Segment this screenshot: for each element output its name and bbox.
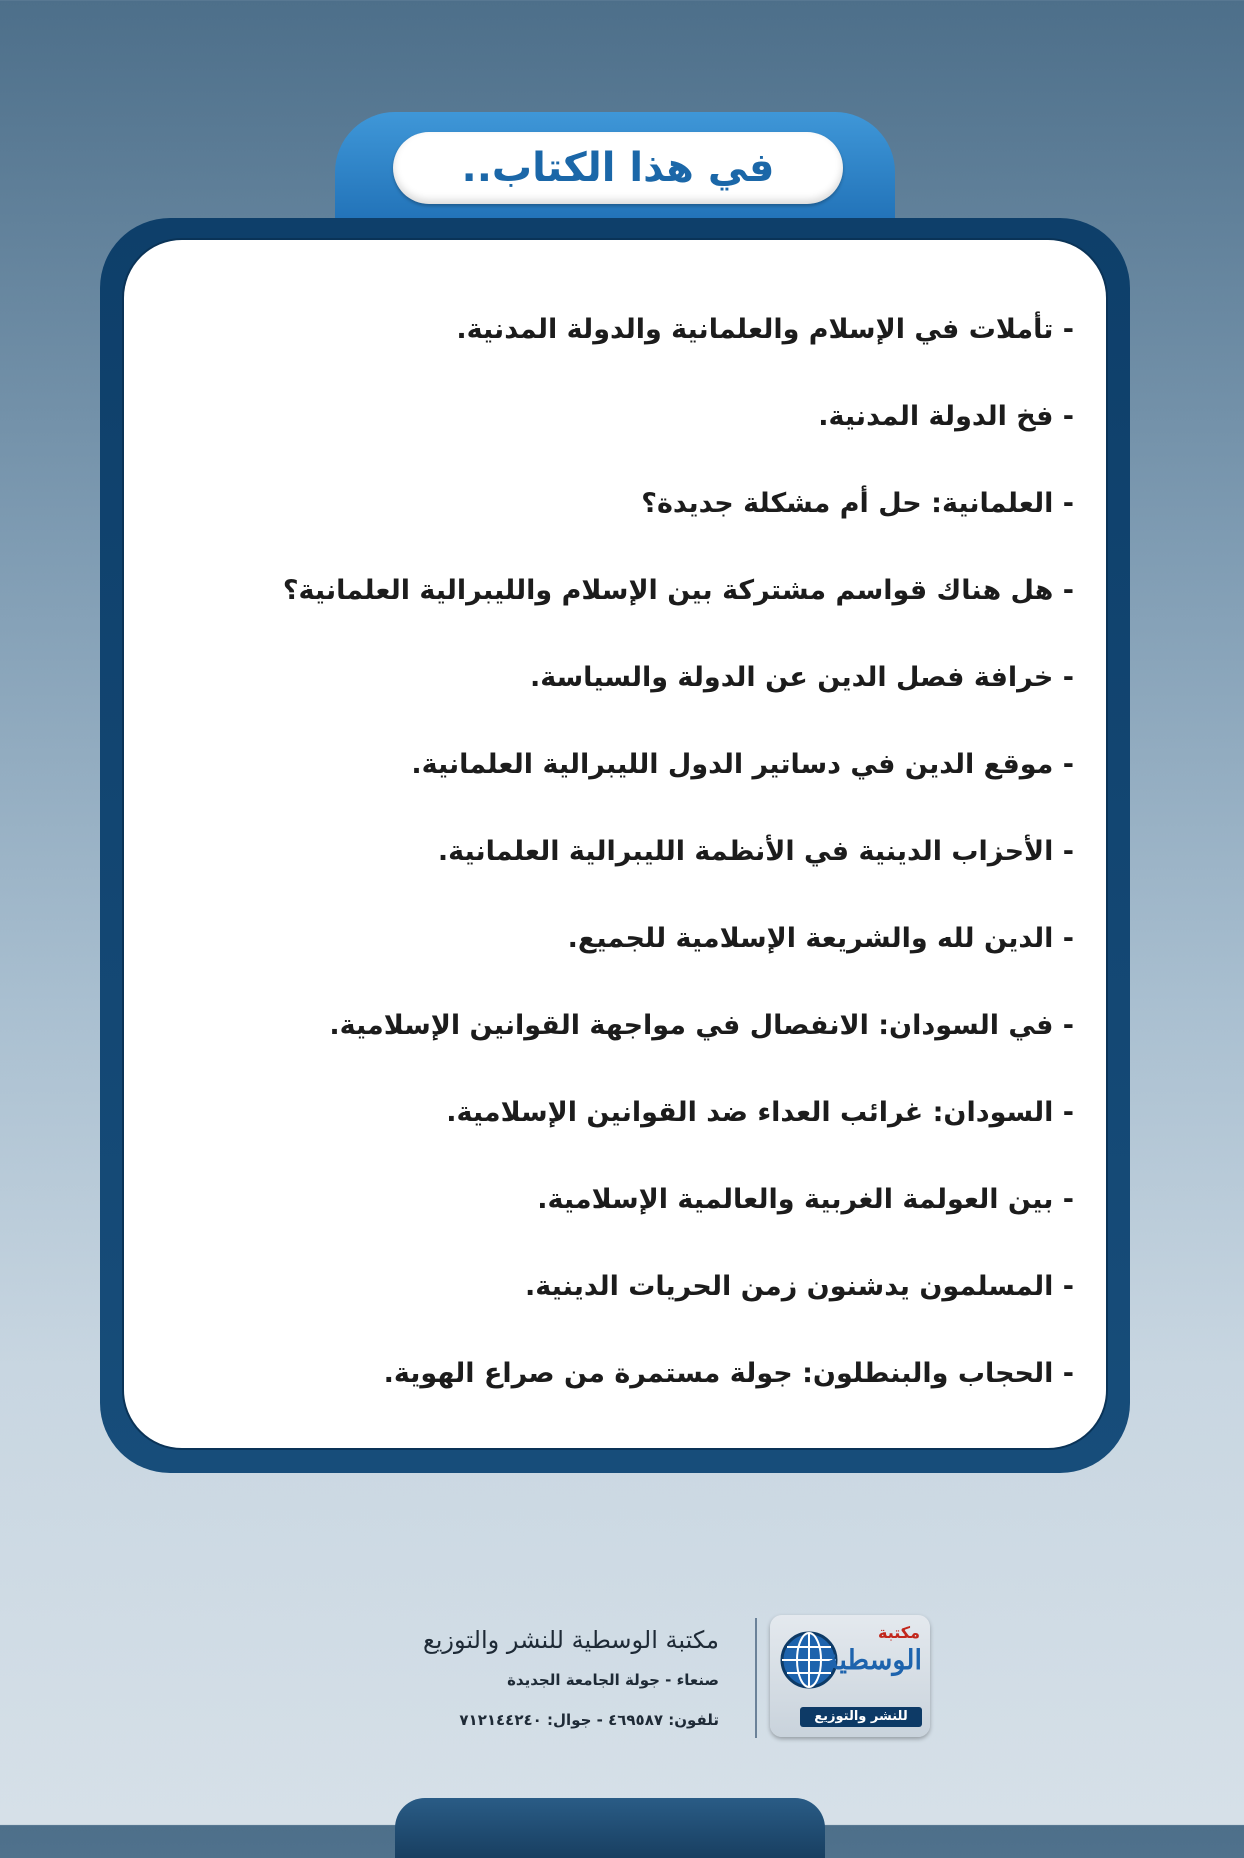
topic-item: - هل هناك قواسم مشتركة بين الإسلام والليبرالية العلمانية؟ xyxy=(282,575,1074,606)
header-pill xyxy=(393,132,843,204)
topic-item: - السودان: غرائب العداء ضد القوانين الإسلامية. xyxy=(446,1097,1074,1128)
topic-item: - المسلمون يدشنون زمن الحريات الدينية. xyxy=(525,1271,1074,1302)
topic-item: - بين العولمة الغربية والعالمية الإسلامية. xyxy=(537,1184,1074,1215)
publisher-name: مكتبة الوسطية للنشر والتوزيع xyxy=(422,1626,719,1654)
topic-item: - الأحزاب الدينية في الأنظمة الليبرالية العلمانية. xyxy=(437,836,1074,867)
footer-divider xyxy=(755,1618,757,1738)
publisher-phone: تلفون: ٤٦٩٥٨٧ - جوال: ٧١٢١٤٤٢٤٠ xyxy=(459,1711,719,1729)
logo-strip-text: للنشر والتوزيع xyxy=(800,1707,922,1727)
topic-item: - خرافة فصل الدين عن الدولة والسياسة. xyxy=(530,662,1074,693)
publisher-address: صنعاء - جولة الجامعة الجديدة xyxy=(507,1671,719,1689)
logo-small-text: مكتبة xyxy=(878,1623,920,1642)
topic-item: - فخ الدولة المدنية. xyxy=(818,401,1074,432)
topic-item: - الحجاب والبنطلون: جولة مستمرة من صراع الهوية. xyxy=(383,1358,1074,1389)
topic-item: - تأملات في الإسلام والعلمانية والدولة المدنية. xyxy=(456,314,1074,345)
topic-item: - العلمانية: حل أم مشكلة جديدة؟ xyxy=(641,488,1074,519)
bottom-tab xyxy=(395,1798,825,1858)
topic-item: - موقع الدين في دساتير الدول الليبرالية العلمانية. xyxy=(411,749,1074,780)
section-title: في هذا الكتاب.. xyxy=(461,145,775,191)
topic-item: - الدين لله والشريعة الإسلامية للجميع. xyxy=(567,923,1074,954)
publisher-logo xyxy=(770,1615,930,1737)
publisher-info xyxy=(299,1620,719,1740)
topics-list xyxy=(154,300,1074,1431)
topic-item: - في السودان: الانفصال في مواجهة القوانين الإسلامية. xyxy=(329,1010,1074,1041)
logo-main-text: الوسطية xyxy=(824,1645,922,1676)
